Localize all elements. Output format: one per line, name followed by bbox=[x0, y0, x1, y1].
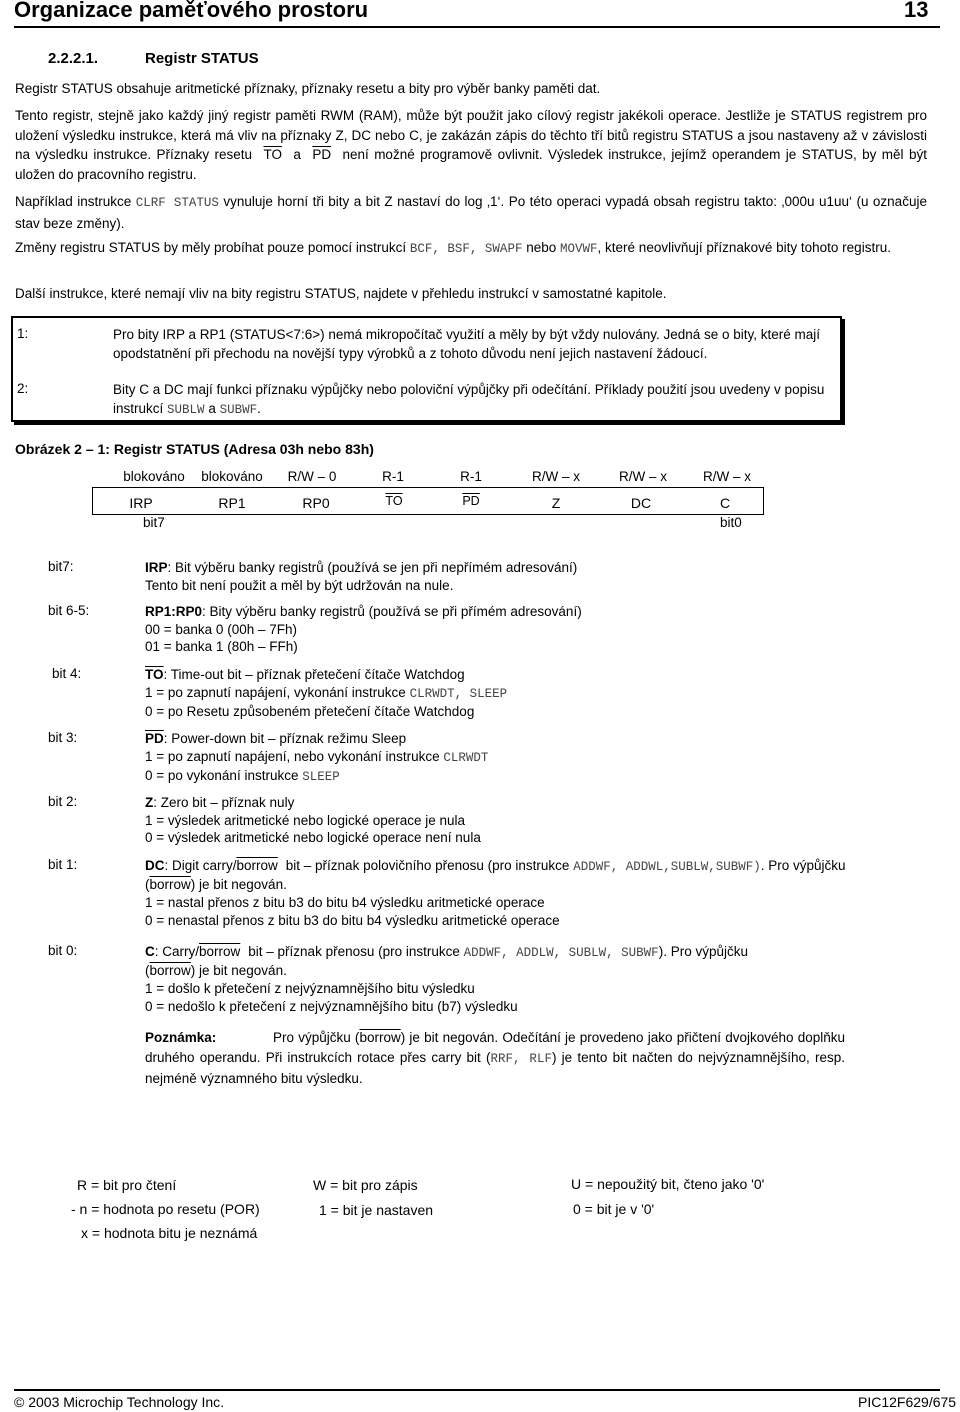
note-2-code-1: SUBLW bbox=[167, 402, 205, 417]
to-line-1: : Time-out bit – příznak přetečení čítače Watchdog bbox=[163, 667, 465, 682]
bit0-body bbox=[145, 943, 748, 1016]
to-line-3: 0 = po Resetu způsobeném přetečení čítače Watchdog bbox=[145, 704, 475, 719]
bit2-label-text: bit 2: bbox=[48, 794, 78, 809]
page-number: 13 bbox=[904, 0, 929, 22]
rp-line-1: : Bity výběru banky registrů (používá se při přímém adresování) bbox=[202, 604, 582, 619]
c-line-1a: : Carry/ bbox=[154, 944, 200, 959]
z-line-2: 1 = výsledek aritmetické nebo logické operace je nula bbox=[145, 812, 466, 828]
c-line-3: 1 = došlo k přetečení z nejvýznamnějšího bitu výsledku bbox=[145, 981, 475, 996]
rp-line-2: 00 = banka 0 (00h – 7Fh) bbox=[145, 621, 297, 637]
bit1-body bbox=[145, 857, 846, 930]
c-line-4: 0 = nedošlo k přetečení z nejvýznamnějšího bitu (b7) výsledku bbox=[145, 999, 518, 1014]
dc-borrow-2: borrow bbox=[149, 877, 191, 892]
register-bit-c: C bbox=[719, 495, 731, 511]
c-line-1b: bit – příznak přenosu (pro instrukce bbox=[248, 944, 460, 959]
paragraph-4-mid: nebo bbox=[526, 240, 557, 255]
bit4-body bbox=[145, 666, 507, 721]
bit3-body bbox=[145, 730, 488, 787]
dc-line-4: 0 = nenastal přenos z bitu b3 do bitu b4 výsledku aritmetické operace bbox=[145, 913, 560, 928]
note-2-text bbox=[113, 381, 833, 419]
dc-line-1c: . Pro výpůjčku bbox=[760, 858, 846, 873]
paragraph-4-text-b: , které neovlivňují příznakové bity tohoto registru. bbox=[597, 240, 891, 255]
register-bit-rp1: RP1 bbox=[218, 495, 246, 511]
legend-read: R = bit pro čtení bbox=[77, 1177, 177, 1193]
note-2-mid: a bbox=[208, 400, 216, 416]
c-line-2a: ( bbox=[145, 963, 150, 978]
section-number: 2.2.2.1. bbox=[48, 50, 99, 67]
note-text-b: ) je bit negován. Odečítání je provedeno jako přičtení dvojkového doplňku druhého operandu. Při instrukcích rotace přes carry bit ( bbox=[145, 1030, 845, 1065]
bit4-label-text: bit 4: bbox=[52, 666, 82, 681]
rp-line-3: 01 = banka 1 (80h – FFh) bbox=[145, 639, 298, 654]
irp-line-1: : Bit výběru banky registrů (používá se jen při nepřímém adresování) bbox=[167, 560, 578, 575]
to-line-2: 1 = po zapnutí napájení, vykonání instrukce bbox=[145, 684, 406, 700]
note-block bbox=[145, 1028, 845, 1089]
legend-set: 1 = bit je nastaven bbox=[319, 1202, 434, 1218]
legend-clear: 0 = bit je v '0' bbox=[573, 1201, 655, 1217]
paragraph-5: Další instrukce, které nemají vliv na bity registru STATUS, najdete v přehledu instrukcí v samostatné kapitole. bbox=[15, 286, 667, 301]
dc-line-3: 1 = nastal přenos z bitu b3 do bitu b4 výsledku aritmetické operace bbox=[145, 895, 545, 910]
legend-write: W = bit pro zápis bbox=[313, 1177, 418, 1193]
c-borrow: borrow bbox=[199, 944, 241, 959]
note-1-text: Pro bity IRP a RP1 (STATUS<7:6>) nemá mikropočítač využití a měly by být vždy nulovány. Jedná se o bity, které mají opodstatnění při přechodu na novější typy výrobků a z tohoto důvodu není jejich nastavení žádoucí. bbox=[113, 327, 821, 361]
bit1-label-text: bit 1: bbox=[48, 857, 78, 872]
bit7-label-text: bit7: bbox=[48, 559, 74, 574]
paragraph-4 bbox=[15, 238, 927, 260]
bit65-body bbox=[145, 603, 582, 656]
register-access-4: R-1 bbox=[460, 469, 482, 484]
bit7-label: bit7 bbox=[143, 515, 165, 530]
bit3-label-text: bit 3: bbox=[48, 730, 78, 745]
section-title: Registr STATUS bbox=[145, 50, 259, 67]
note-2-code-2: SUBWF bbox=[219, 402, 258, 417]
register-access-2: R/W – 0 bbox=[287, 469, 337, 484]
irp-name: IRP bbox=[145, 560, 168, 575]
bit2-body bbox=[145, 794, 481, 847]
register-access-5: R/W – x bbox=[531, 469, 580, 484]
register-access-6: R/W – x bbox=[618, 469, 667, 484]
register-access-0: blokováno bbox=[123, 469, 185, 484]
to-name: $\overline{TO}$ bbox=[145, 667, 164, 682]
register-access-1: blokováno bbox=[201, 469, 263, 484]
bit0-label-text: bit 0: bbox=[48, 943, 78, 958]
paragraph-3-text-a: Například instrukce bbox=[15, 194, 132, 209]
note-borrow: borrow bbox=[359, 1030, 401, 1045]
bit65-label-text: bit 6-5: bbox=[48, 603, 90, 618]
c-borrow-2: borrow bbox=[149, 963, 191, 978]
dc-line-1b: bit – příznak polovičního přenosu (pro instrukce bbox=[285, 858, 570, 873]
irp-line-2: Tento bit není použit a měl by být udržován na nule. bbox=[145, 577, 454, 593]
c-name: C bbox=[145, 944, 155, 959]
register-bit-z: Z bbox=[551, 495, 561, 511]
header-rule bbox=[14, 26, 940, 28]
c-line-1c: ). Pro výpůjčku bbox=[658, 944, 748, 959]
note-text-c: ) je tento bit načten do nejvýznamnějšího, resp. nejméně významného bitu výsledku. bbox=[145, 1049, 845, 1086]
dc-line-2b: ) je bit negován. bbox=[190, 877, 287, 892]
note-1-number: 1: bbox=[17, 326, 29, 341]
to-line-2-code: CLRWDT, SLEEP bbox=[409, 686, 508, 701]
paragraph-3-text-b: vynuluje horní tři bity a bit Z nastaví do log ‚1‘. Po této operaci vypadá obsah registru takto: ‚000u u1uu‘ (u označuje stav beze změny). bbox=[15, 194, 927, 231]
note-code: RRF, RLF bbox=[490, 1051, 552, 1066]
pd-symbol: $\overline{PD}$ bbox=[312, 147, 332, 162]
figure-caption: Obrázek 2 – 1: Registr STATUS (Adresa 03h nebo 83h) bbox=[15, 441, 374, 457]
z-line-3: 0 = výsledek aritmetické nebo logické operace není nula bbox=[145, 830, 481, 845]
register-bit-pd: $\overline{PD}$ bbox=[462, 494, 480, 508]
pd-name: $\overline{PD}$ bbox=[145, 731, 164, 746]
pd-line-3-code: SLEEP bbox=[302, 770, 340, 784]
footer-device: PIC12F629/675 bbox=[858, 1394, 957, 1410]
to-symbol: $\overline{TO}$ bbox=[263, 147, 282, 162]
paragraph-1: Registr STATUS obsahuje aritmetické příznaky, příznaky resetu a bity pro výběr banky paměti dat. bbox=[15, 81, 601, 96]
note-title: Poznámka: bbox=[145, 1030, 217, 1045]
note-2-end: . bbox=[257, 400, 261, 416]
paragraph-2-text-b: není možné programově ovlivnit. Výsledek instrukce, jejímž operandem je STATUS, by měl být uložen do pracovního registru. bbox=[15, 147, 927, 182]
page-title: Organizace paměťového prostoru bbox=[14, 0, 369, 22]
z-name: Z bbox=[145, 795, 154, 810]
pd-line-3: 0 = po vykonání instrukce bbox=[145, 768, 299, 783]
bit7-body bbox=[145, 559, 577, 594]
z-line-1: : Zero bit – příznak nuly bbox=[153, 795, 295, 810]
dc-borrow: borrow bbox=[236, 858, 278, 873]
legend-unknown: x = hodnota bitu je neznámá bbox=[81, 1225, 258, 1241]
register-bit-irp: IRP bbox=[129, 495, 153, 511]
c-line-1-code: ADDWF, ADDLW, SUBLW, SUBWF bbox=[463, 946, 659, 960]
paragraph-4-code-2: MOVWF bbox=[560, 242, 598, 256]
dc-name: DC bbox=[145, 858, 165, 873]
paragraph-4-text-a: Změny registru STATUS by měly probíhat pouze pomocí instrukcí bbox=[15, 240, 407, 255]
pd-line-2: 1 = po zapnutí napájení, nebo vykonání instrukce bbox=[145, 748, 440, 764]
register-bit-to: $\overline{TO}$ bbox=[385, 494, 403, 508]
note-text-a: Pro výpůjčku ( bbox=[273, 1030, 360, 1045]
paragraph-2-text-a: Tento registr, stejně jako každý jiný registr paměti RWM (RAM), může být použit jako cílový registr jakékoli operace. Jestliže je STATUS registrem pro uložení výsledku instrukce, která má vliv na příznaky Z, DC nebo C, je zakázán zápis do těchto tří bitů registru STATUS a jsou nastaveny až v závislosti na výsledku instrukce. Příznaky resetu bbox=[15, 108, 927, 162]
footer-copyright: © 2003 Microchip Technology Inc. bbox=[14, 1394, 225, 1410]
bit0-label: bit0 bbox=[720, 515, 742, 530]
register-access-7: R/W – x bbox=[702, 469, 751, 484]
paragraph-4-code-1: BCF, BSF, SWAPF bbox=[409, 242, 523, 256]
note-2-number: 2: bbox=[17, 381, 29, 396]
register-bit-dc: DC bbox=[630, 495, 652, 511]
dc-line-1-code: ADDWF, ADDWL,SUBLW,SUBWF) bbox=[573, 860, 761, 874]
register-bit-rp0: RP0 bbox=[302, 495, 330, 511]
footer-rule bbox=[14, 1389, 940, 1391]
dc-line-2a: ( bbox=[145, 877, 150, 892]
rp-name: RP1:RP0 bbox=[145, 604, 203, 619]
paragraph-3-code: CLRF STATUS bbox=[135, 196, 219, 210]
pd-line-1: : Power-down bit – příznak režimu Sleep bbox=[163, 731, 407, 746]
paragraph-2 bbox=[15, 106, 927, 184]
paragraph-3 bbox=[15, 192, 927, 233]
note-2-text-a: Bity C a DC mají funkci příznaku výpůjčky nebo poloviční výpůjčky při odečítání. Příklady použití jsou uvedeny v popisu instrukcí bbox=[113, 382, 825, 416]
pd-line-2-code: CLRWDT bbox=[443, 750, 489, 765]
legend-unused: U = nepoužitý bit, čteno jako '0' bbox=[571, 1176, 765, 1192]
legend-por: - n = hodnota po resetu (POR) bbox=[71, 1201, 260, 1217]
register-access-3: R-1 bbox=[382, 469, 404, 484]
dc-line-1a: : Digit carry/ bbox=[164, 858, 237, 873]
c-line-2b: ) je bit negován. bbox=[190, 963, 287, 978]
paragraph-2-and: a bbox=[293, 147, 301, 162]
